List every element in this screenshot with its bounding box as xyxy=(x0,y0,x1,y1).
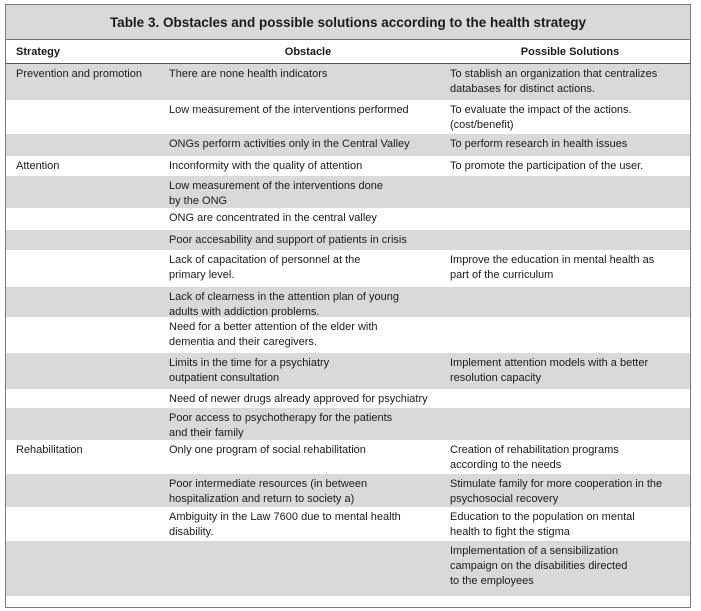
obstacle-cell: Poor access to psychotherapy for the patients and their family xyxy=(169,412,393,439)
solution-cell: Stimulate family for more cooperation in the psychosocial recovery xyxy=(450,478,663,505)
solution-cell: To stablish an organization that centralizes databases for distinct actions. xyxy=(450,68,658,95)
table-header-row xyxy=(6,40,690,64)
obstacle-cell: Poor accesability and support of patients in crisis xyxy=(169,234,407,246)
table-row xyxy=(6,474,690,507)
obstacle-cell: Only one program of social rehabilitation xyxy=(169,444,366,456)
solution-cell: To perform research in health issues xyxy=(450,138,628,150)
obstacle-cell: Need for a better attention of the elder with dementia and their caregivers. xyxy=(169,321,378,348)
table-row xyxy=(6,507,690,541)
table-row xyxy=(6,250,690,287)
obstacle-cell: Need of newer drugs already approved for psychiatry xyxy=(169,393,428,405)
table-frame xyxy=(5,4,691,608)
obstacle-cell: ONG are concentrated in the central valley xyxy=(169,212,377,224)
solution-cell: Education to the population on mental health to fight the stigma xyxy=(450,511,635,538)
table-row xyxy=(6,230,690,250)
table-row xyxy=(6,100,690,134)
solution-cell: Implement attention models with a better resolution capacity xyxy=(450,357,649,384)
table-row xyxy=(6,156,690,176)
obstacle-cell: Lack of clearness in the attention plan of young adults with addiction problems. xyxy=(169,291,399,318)
obstacle-cell: Inconformity with the quality of attention xyxy=(169,160,363,172)
table-row xyxy=(6,317,690,353)
obstacle-cell: Low measurement of the interventions done by the ONG xyxy=(169,180,384,207)
table-row xyxy=(6,176,690,208)
header-possible-solutions: Possible Solutions xyxy=(520,45,620,58)
solution-cell: To promote the participation of the user. xyxy=(450,160,644,172)
obstacle-cell: Limits in the time for a psychiatry outpatient consultation xyxy=(169,357,330,384)
obstacle-cell: Poor intermediate resources (in between hospitalization and return to society a) xyxy=(169,478,368,505)
table-row xyxy=(6,64,690,100)
solution-cell: Improve the education in mental health as part of the curriculum xyxy=(450,254,655,281)
table-row xyxy=(6,440,690,474)
table-row xyxy=(6,134,690,156)
obstacle-cell: Low measurement of the interventions performed xyxy=(169,104,409,116)
table-row xyxy=(6,389,690,408)
obstacle-cell: There are none health indicators xyxy=(169,68,328,80)
table-body xyxy=(6,64,690,596)
table-row xyxy=(6,208,690,230)
solution-cell: Creation of rehabilitation programs according to the needs xyxy=(450,444,619,471)
header-strategy: Strategy xyxy=(16,45,61,58)
obstacle-cell: ONGs perform activities only in the Central Valley xyxy=(169,138,410,150)
table-row xyxy=(6,541,690,596)
strategy-cell: Rehabilitation xyxy=(16,444,83,456)
header-obstacle: Obstacle xyxy=(284,45,332,58)
strategy-cell: Attention xyxy=(16,160,60,172)
table-title: Table 3. Obstacles and possible solutions according to the health strategy xyxy=(6,5,690,40)
table-row xyxy=(6,353,690,389)
table-row xyxy=(6,408,690,440)
strategy-cell: Prevention and promotion xyxy=(16,68,142,80)
solution-cell: Implementation of a sensibilization campaign on the disabilities directed to the employees xyxy=(450,545,628,587)
solution-cell: To evaluate the impact of the actions. (cost/benefit) xyxy=(450,104,632,131)
obstacle-cell: Lack of capacitation of personnel at the primary level. xyxy=(169,254,361,281)
table-row xyxy=(6,287,690,317)
obstacle-cell: Ambiguity in the Law 7600 due to mental health disability. xyxy=(169,511,401,538)
